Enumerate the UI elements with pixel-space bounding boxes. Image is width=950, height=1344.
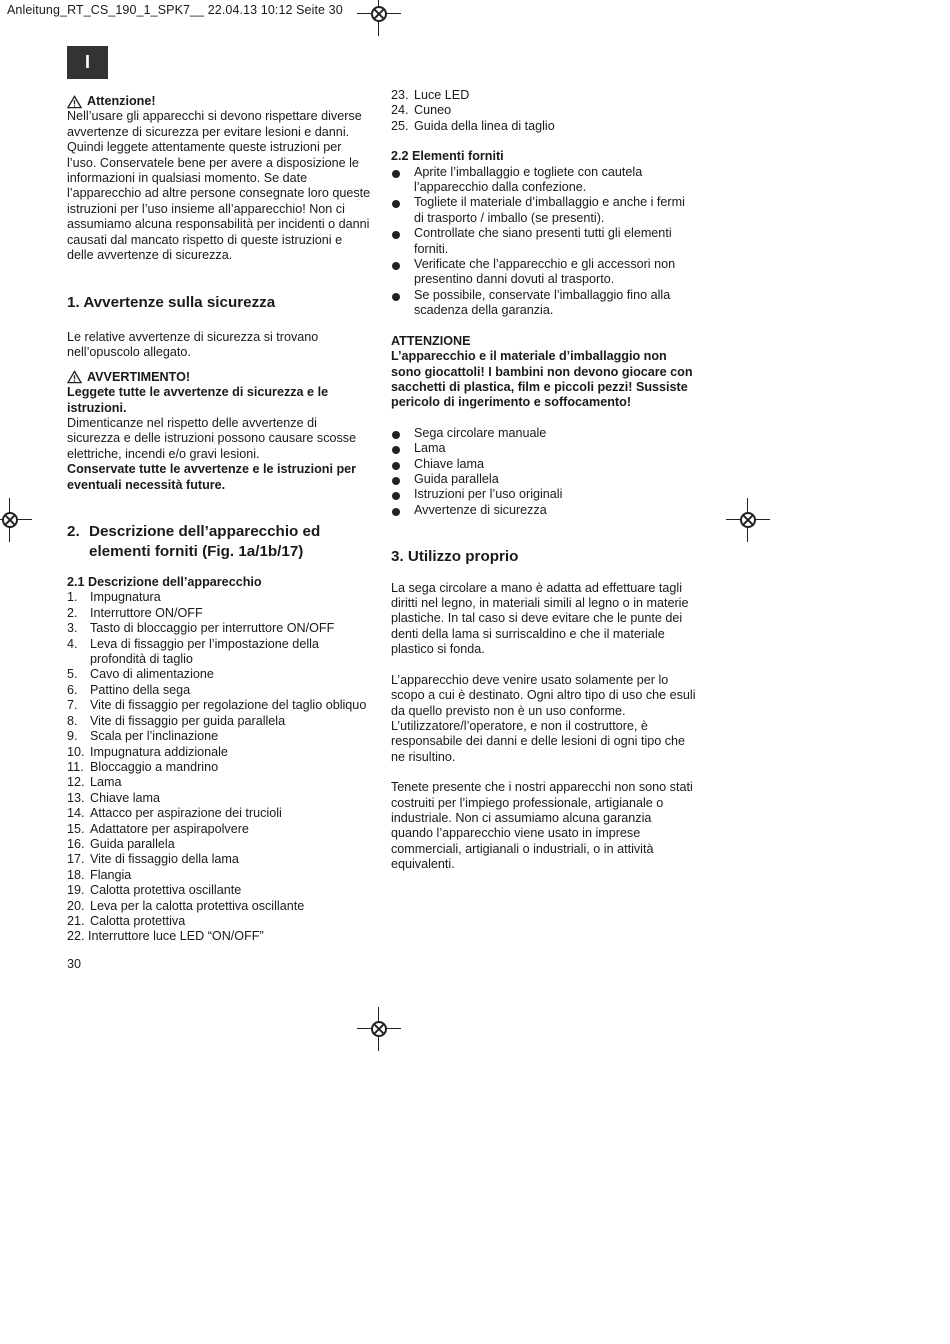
list-item [67,868,372,883]
section2-title: Descrizione dell’apparecchio ed elementi forniti (Fig. 1a/1b/17) [89,523,321,560]
warning-bold-2: Conservate tutte le avvertenze e le istruzioni per eventuali necessità future. [67,462,357,492]
attention-title: Attenzione! [87,94,156,108]
list-item-text: Leva di fissaggio per l’impostazione della profondità di taglio [90,636,319,667]
list-item [391,88,696,103]
list-item-number: 24. [391,103,409,118]
list-item-number: 4. [67,636,78,651]
list-item [391,103,696,118]
list-item [67,775,372,790]
list-item-number: 18. [67,867,85,882]
list-item-text: Pattino della sega [90,682,191,697]
list-item-text: Vite di fissaggio per regolazione del taglio obliquo [90,698,367,713]
list-item [67,637,372,668]
list-item-number: 5. [67,667,78,682]
list-item-number: 1. [67,590,78,605]
list-item [67,760,372,775]
list-item [67,883,372,898]
list-item-number: 9. [67,729,78,744]
warning-icon [67,95,82,109]
list-item-number: 21. [67,913,85,928]
list-item-text: Lama [90,775,122,790]
section3-title: 3. Utilizzo proprio [391,548,519,566]
list-item-text: Adattatore per aspirapolvere [90,821,249,836]
list-item-text: Vite di fissaggio per guida parallela [90,713,286,728]
list-item-text: Chiave lama [90,790,160,805]
parts-list [67,590,372,929]
list-item-number: 20. [67,898,85,913]
list-item [67,852,372,867]
section3-paragraph-2: L’apparecchio deve venire usato solamente per lo scopo a cui è destinato. Ogni altro tipo di uso che esuli da quello previsto non è un uso conforme. L’utilizzatore/l’operatore, e non il costruttore, è responsabile dei danni e delle lesioni di ogni tipo che ne risultino. [391,672,696,764]
list-item-number: 23. [391,88,409,102]
list-item [67,698,372,713]
list-item-number: 14. [67,806,85,821]
attention-heading [67,94,372,109]
list-item-text: Leva per la calotta protettiva oscillante [90,898,305,913]
list-item [67,899,372,914]
bullet-item: Avvertenze di sicurezza [391,503,696,518]
list-item-text: Interruttore ON/OFF [90,605,203,620]
list-item-text: Cavo di alimentazione [90,667,214,682]
list-item-number: 8. [67,713,78,728]
section22-title: 2.2 Elementi forniti [391,149,504,164]
list-item-text: Guida della linea di taglio [414,118,555,133]
list-item [67,791,372,806]
list-item-text: Luce LED [414,88,470,102]
list-item-number: 12. [67,775,85,790]
list-item-text: Guida parallela [90,836,175,851]
list-item [67,729,372,744]
list-item [67,806,372,821]
bullet-item: Se possibile, conservate l’imballaggio fino alla scadenza della garanzia. [391,288,696,319]
list-item-text: Tasto di bloccaggio per interruttore ON/OFF [90,621,335,636]
section3-paragraph-3: Tenete presente che i nostri apparecchi non sono stati costruiti per l’impiego professionale, artigianale o industriale. Non ci assumiamo alcuna garanzia quando l’apparecchio viene usato in imprese commerciali, artigianali o industriali, o in attività equivalenti. [391,780,693,872]
list-item-number: 13. [67,790,85,805]
list-item [67,667,372,682]
part-22: 22. Interruttore luce LED “ON/OFF” [67,929,264,944]
bullet-item: Guida parallela [391,472,696,487]
registration-mark-right [726,498,770,542]
section3-paragraph-1: La sega circolare a mano è adatta ad effettuare tagli diritti nel legno, in materiali simili al legno o in materie plastiche. In tal caso si deve evitare che le punte dei denti della lama si surriscaldino e che il materiale plastico si fonda. [391,580,689,657]
right-column [391,88,696,873]
list-item [67,745,372,760]
list-item [67,837,372,852]
section21-title: 2.1 Descrizione dell’apparecchio [67,575,262,590]
list-item-number: 19. [67,883,85,898]
list-item-number: 2. [67,605,78,620]
warning-icon [67,370,82,384]
bullet-item: Controllate che siano presenti tutti gli elementi forniti. [391,226,696,257]
list-item [67,590,372,605]
list-item-number: 6. [67,682,78,697]
list-item-number: 7. [67,698,78,713]
left-column [67,94,372,945]
list-item-number: 17. [67,852,85,867]
language-tab: I [67,46,108,79]
section2-number: 2. [67,523,80,541]
warning-heading [67,370,372,385]
warning-text: Dimenticanze nel rispetto delle avvertenze di sicurezza e delle istruzioni possono causare scosse elettriche, incendi e/o gravi lesioni. [67,416,357,461]
section1-text: Le relative avvertenze di sicurezza si trovano nell’opuscolo allegato. [67,329,319,360]
bullet-item: Lama [391,441,696,456]
registration-mark-top [357,0,401,36]
list-item [67,683,372,698]
warning-bold-1: Leggete tutte le avvertenze di sicurezza e le istruzioni. [67,385,329,415]
bullet-item: Aprite l’imballaggio e togliete con cautela l’apparecchio dalla confezione. [391,165,696,196]
list-item-text: Bloccaggio a mandrino [90,759,219,774]
list-item-text: Calotta protettiva [90,913,186,928]
caution-text: L’apparecchio e il materiale d’imballaggio non sono giocattoli! I bambini non devono giocare con sacchetti di plastica, film e piccoli pezzi! Sussiste pericolo di ingerimento e soffocamento! [391,349,693,410]
list-item [67,914,372,929]
list-item-number: 11. [67,759,84,774]
list-item [67,606,372,621]
list-item [67,822,372,837]
list-item-number: 25. [391,118,409,133]
list-item-text: Calotta protettiva oscillante [90,883,242,898]
attention-text: Nell’usare gli apparecchi si devono rispettare diverse avvertenze di sicurezza per evitare lesioni e danni. Quindi leggete attentamente queste istruzioni per l’uso. Conservatele bene per avere a disposizione le informazioni in qualsiasi momento. Se date l’apparecchio ad altre persone consegnate loro queste istruzioni per l’uso insieme all’apparecchio! Non ci assumiamo alcuna responsabilità per incidenti o danni causati dal mancato rispetto di queste istruzioni e delle avvertenze di sicurezza. [67,109,371,263]
page-number: 30 [67,957,82,971]
list-item [67,621,372,636]
section1-title: 1. Avvertenze sulla sicurezza [67,294,276,312]
list-item-text: Impugnatura addizionale [90,744,228,759]
list-item-number: 3. [67,621,78,636]
list-item-text: Cuneo [414,103,452,118]
print-header: Anleitung_RT_CS_190_1_SPK7__ 22.04.13 10:12 Seite 30 [7,3,343,17]
list-item-text: Vite di fissaggio della lama [90,852,239,867]
supply-items-list [391,426,696,518]
bullet-item: Chiave lama [391,457,696,472]
bullet-item: Istruzioni per l’uso originali [391,487,696,502]
list-item-number: 16. [67,836,85,851]
list-item-text: Scala per l’inclinazione [90,729,219,744]
warning-title: AVVERTIMENTO! [87,369,191,384]
list-item [67,714,372,729]
list-item-text: Attacco per aspirazione dei trucioli [90,806,282,821]
list-item-number: 10. [67,744,85,759]
registration-mark-left [0,498,32,542]
caution-title: ATTENZIONE [391,333,471,348]
list-item [391,119,696,134]
parts-list-continued [391,88,696,134]
list-item-text: Flangia [90,867,132,882]
section2-heading [67,522,372,561]
unpacking-steps [391,165,696,319]
list-item-text: Impugnatura [90,590,161,605]
registration-mark-bottom [357,1007,401,1051]
bullet-item: Togliete il materiale d’imballaggio e anche i fermi di trasporto / imballo (se presenti). [391,195,696,226]
bullet-item: Verificate che l’apparecchio e gli accessori non presentino danni dovuti al trasporto. [391,257,696,288]
bullet-item: Sega circolare manuale [391,426,696,441]
list-item-number: 15. [67,821,85,836]
